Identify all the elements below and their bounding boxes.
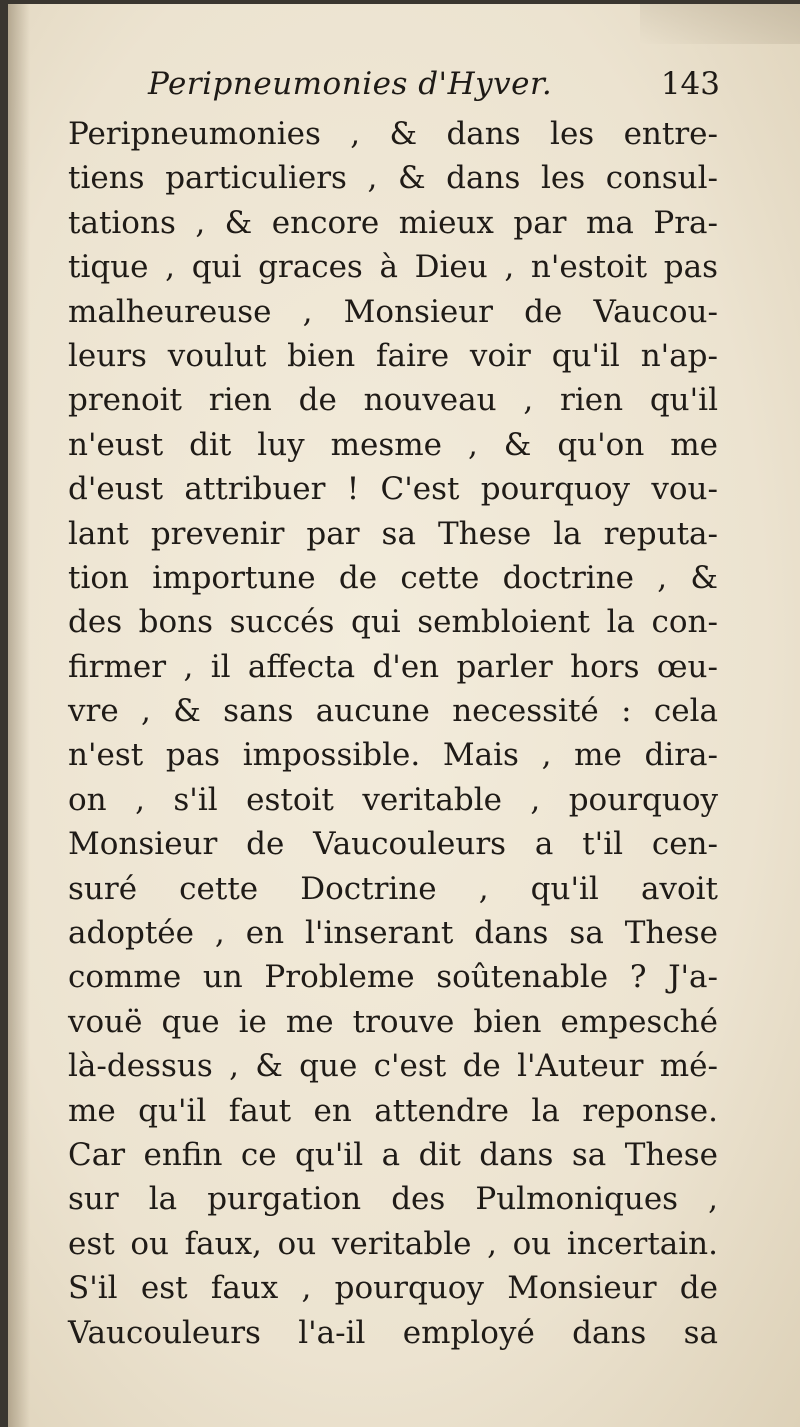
text-line: adoptée , en l'inserant dans sa These: [68, 915, 718, 952]
running-title: Peripneumonies d'Hyver.: [148, 66, 553, 102]
text-line: S'il est faux , pourquoy Monsieur de: [68, 1270, 718, 1307]
page-header: [148, 66, 720, 112]
text-line: vouë que ie me trouve bien empesché: [68, 1003, 718, 1040]
text-line: suré cette Doctrine , qu'il avoit: [68, 870, 718, 907]
text-line: me qu'il faut en attendre la reponse.: [68, 1092, 718, 1129]
text-line: sur la purgation des Pulmoniques ,: [68, 1181, 718, 1218]
text-line: comme un Probleme soûtenable ? J'a-: [68, 959, 718, 996]
text-line: d'eust attribuer ! C'est pourquoy vou-: [68, 471, 718, 508]
text-line: malheureuse , Monsieur de Vaucou-: [68, 293, 718, 330]
text-line: Monsieur de Vaucouleurs a t'il cen-: [68, 826, 718, 863]
text-line: prenoit rien de nouveau , rien qu'il: [68, 382, 718, 419]
body-text: [68, 112, 718, 1355]
text-line: est ou faux, ou veritable , ou incertain.: [68, 1225, 718, 1262]
page-number: 143: [660, 66, 720, 102]
text-line: Vaucouleurs l'a-il employé dans sa: [68, 1314, 718, 1351]
text-line: Peripneumonies , & dans les entre-: [68, 116, 718, 152]
text-line: des bons succés qui sembloient la con-: [68, 604, 718, 641]
text-line: tations , & encore mieux par ma Pra-: [68, 204, 718, 241]
text-line: on , s'il estoit veritable , pourquoy: [68, 781, 718, 818]
text-line: firmer , il affecta d'en parler hors œu-: [68, 648, 718, 685]
text-line: tique , qui graces à Dieu , n'estoit pas: [68, 249, 718, 286]
text-line: lant prevenir par sa These la reputa-: [68, 515, 718, 552]
text-line: n'eust dit luy mesme , & qu'on me: [68, 426, 718, 463]
text-line: tiens particuliers , & dans les consul-: [68, 160, 718, 197]
text-line: leurs voulut bien faire voir qu'il n'ap-: [68, 337, 718, 374]
text-line: Car enfin ce qu'il a dit dans sa These: [68, 1136, 718, 1173]
text-line: n'est pas impossible. Mais , me dira-: [68, 737, 718, 774]
text-line: tion importune de cette doctrine , &: [68, 559, 718, 596]
text-line: là-dessus , & que c'est de l'Auteur mé-: [68, 1048, 718, 1085]
book-page: [8, 4, 800, 1427]
text-line: vre , & sans aucune necessité : cela: [68, 693, 718, 730]
